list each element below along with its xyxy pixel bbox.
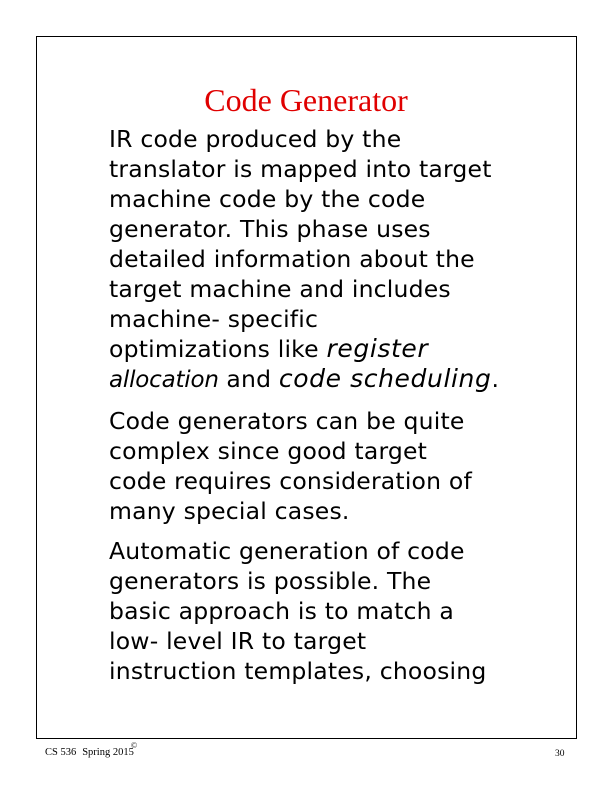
text-line: many special cases. bbox=[109, 497, 350, 525]
slide-title: Code Generator bbox=[204, 82, 408, 118]
text-line: basic approach is to match a bbox=[109, 597, 455, 625]
text-line: code requires consideration of bbox=[109, 467, 472, 495]
text-line: low- level IR to target bbox=[109, 627, 367, 655]
text-line: Code generators can be quite bbox=[109, 407, 465, 435]
text-line: instruction templates, choosing bbox=[109, 657, 487, 685]
text-segment: . bbox=[491, 365, 500, 393]
text-line: machine- specific bbox=[109, 305, 319, 333]
footer-course: CS 536 bbox=[45, 747, 77, 758]
copyright-symbol: © bbox=[131, 741, 138, 750]
text-line: target machine and includes bbox=[109, 275, 451, 303]
text-line: translator is mapped into target bbox=[109, 155, 492, 183]
italic-term-code-scheduling: code scheduling bbox=[278, 364, 492, 393]
paragraph-ir-code bbox=[109, 124, 549, 400]
paragraph-complexity bbox=[109, 406, 549, 526]
footer-course-info bbox=[45, 747, 134, 758]
text-line bbox=[109, 364, 549, 400]
text-line: complex since good target bbox=[109, 437, 428, 465]
page-number: 30 bbox=[555, 749, 565, 759]
text-line: Automatic generation of code bbox=[109, 537, 465, 565]
italic-term-allocation: allocation bbox=[109, 367, 219, 393]
text-line: generator. This phase uses bbox=[109, 215, 431, 243]
text-line: machine code by the code bbox=[109, 185, 426, 213]
text-segment: and bbox=[218, 365, 279, 393]
text-segment: optimizations like bbox=[109, 335, 327, 363]
italic-term-register: register bbox=[326, 334, 429, 363]
paragraph-automatic-generation bbox=[109, 536, 549, 686]
text-line: detailed information about the bbox=[109, 245, 475, 273]
text-line: generators is possible. The bbox=[109, 567, 432, 595]
text-line bbox=[109, 334, 549, 364]
text-line: IR code produced by the bbox=[109, 125, 402, 153]
footer-term: Spring 2015 bbox=[82, 747, 134, 758]
